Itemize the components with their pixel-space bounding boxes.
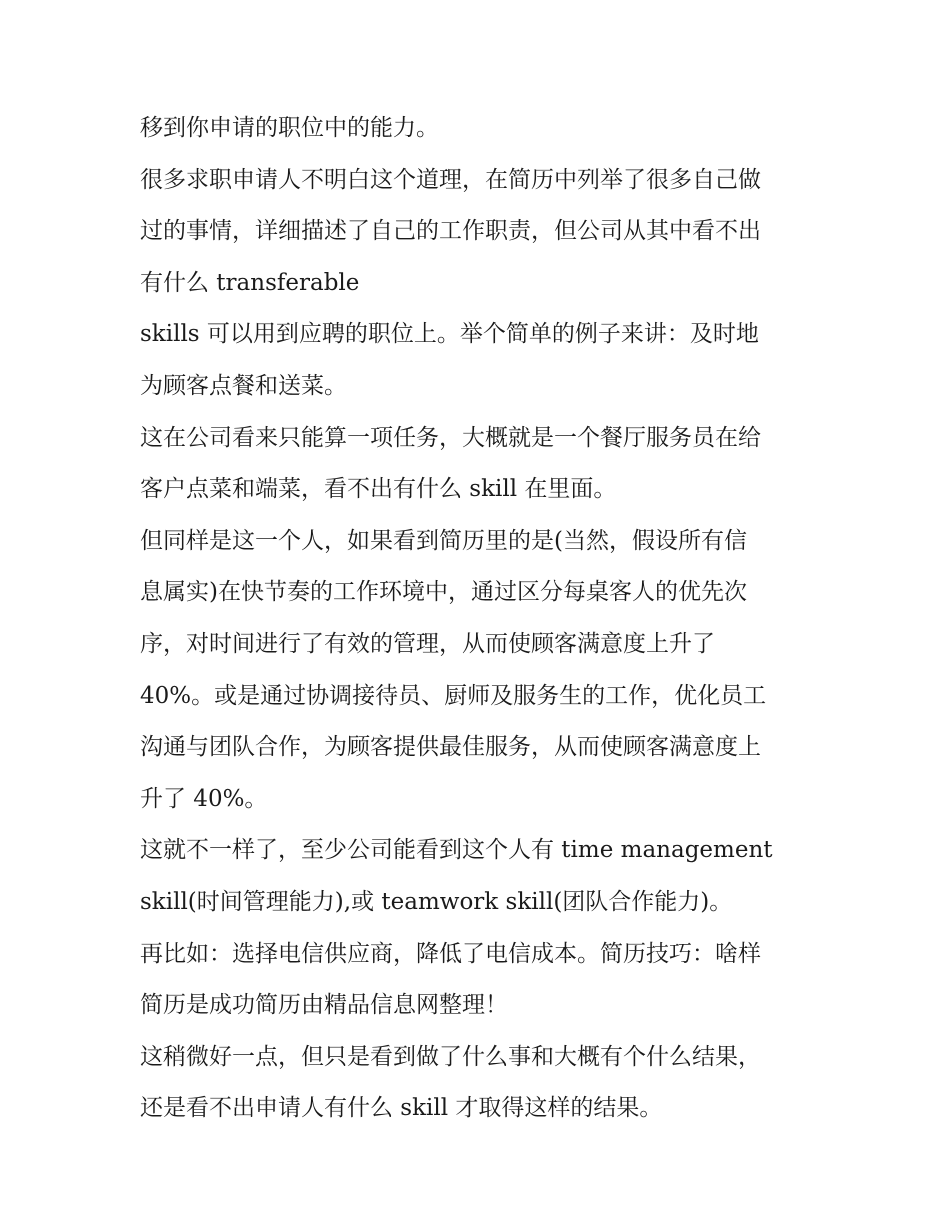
text-line: 有什么 transferable — [140, 269, 360, 296]
text-line: 为顾客点餐和送菜。 — [140, 372, 347, 399]
text-line: skill(时间管理能力),或 teamwork skill(团队合作能力)。 — [140, 888, 733, 915]
text-line: 这在公司看来只能算一项任务，大概就是一个餐厅服务员在给 — [140, 424, 761, 451]
text-line: 再比如：选择电信供应商，降低了电信成本。简历技巧：啥样 — [140, 940, 761, 967]
text-line: 40%。或是通过协调接待员、厨师及服务生的工作，优化员工 — [140, 682, 767, 709]
text-line: 过的事情，详细描述了自己的工作职责，但公司从其中看不出 — [140, 218, 761, 245]
text-line: 序，对时间进行了有效的管理，从而使顾客满意度上升了 — [140, 630, 715, 657]
text-line: 还是看不出申请人有什么 skill 才取得这样的结果。 — [140, 1095, 663, 1122]
text-line: 这就不一样了，至少公司能看到这个人有 time management — [140, 837, 773, 864]
text-line: 客户点菜和端菜，看不出有什么 skill 在里面。 — [140, 476, 617, 503]
text-line: 简历是成功简历由精品信息网整理！ — [140, 992, 508, 1019]
text-line: skills 可以用到应聘的职位上。举个简单的例子来讲：及时地 — [140, 321, 759, 348]
text-line: 移到你申请的职位中的能力。 — [140, 115, 439, 141]
text-line: 很多求职申请人不明白这个道理，在简历中列举了很多自己做 — [140, 166, 761, 193]
text-line: 升了 40%。 — [140, 785, 268, 812]
text-line: 这稍微好一点，但只是看到做了什么事和大概有个什么结果， — [140, 1043, 761, 1070]
document-body — [140, 103, 820, 1135]
text-line: 息属实)在快节奏的工作环境中，通过区分每桌客人的优先次 — [140, 579, 747, 606]
text-line: 沟通与团队合作，为顾客提供最佳服务，从而使顾客满意度上 — [140, 734, 761, 761]
text-line: 但同样是这一个人，如果看到简历里的是(当然，假设所有信 — [140, 527, 747, 554]
